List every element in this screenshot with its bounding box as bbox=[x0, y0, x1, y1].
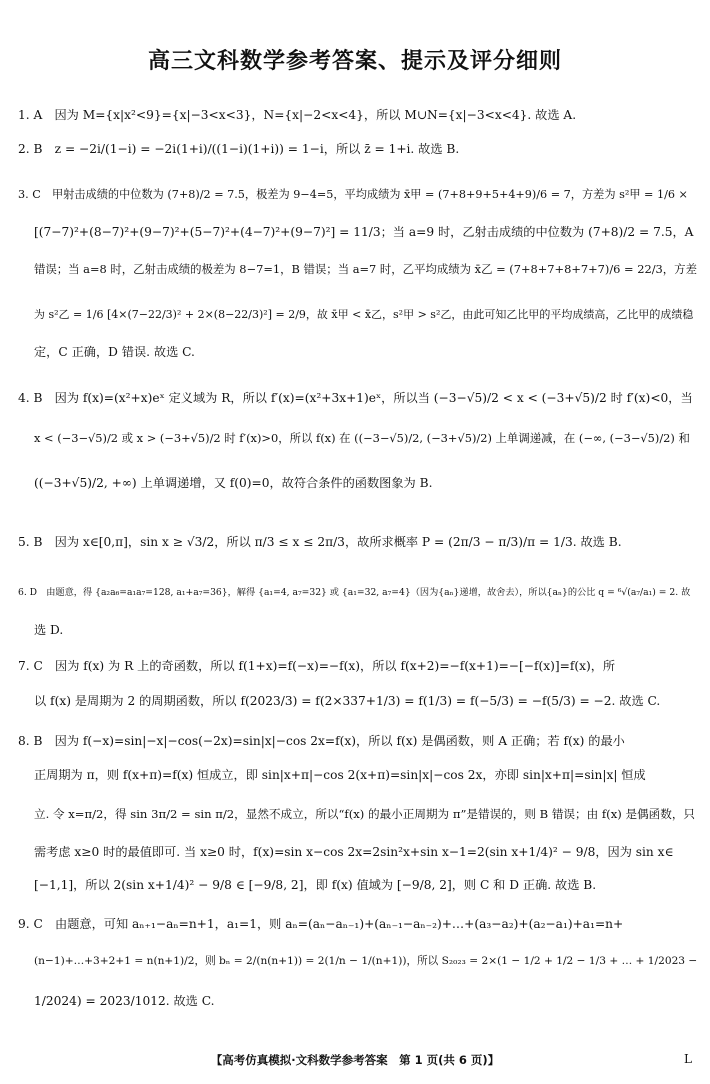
answer-line: x < (−3−√5)/2 或 x > (−3+√5)/2 时 f′(x)>0，所以 f(x) 在 ((−3−√5)/2, (−3+√5)/2) 上单调递减，在 (−∞, (−3−√5)/2) 和 bbox=[34, 431, 690, 445]
answer-line: 错误；当 a=8 时，乙射击成绩的极差为 8−7=1，B 错误；当 a=7 时，乙平均成绩为 x̄乙 = (7+8+7+8+7+7)/6 = 22/3，方差 bbox=[34, 262, 697, 276]
answer-line: 以 f(x) 是周期为 2 的周期函数，所以 f(2023/3) = f(2×337+1/3) = f(1/3) = f(−5/3) = −f(5/3) = −2. 故选 C. bbox=[34, 694, 661, 708]
answer-line: 4. B 因为 f(x)=(x²+x)eˣ 定义域为 R，所以 f′(x)=(x²+3x+1)eˣ，所以当 (−3−√5)/2 < x < (−3+√5)/2 时 f′(x)<0，当 bbox=[18, 391, 693, 405]
answer-line: 选 D. bbox=[34, 623, 64, 637]
answer-line: 3. C 甲射击成绩的中位数为 (7+8)/2 = 7.5，极差为 9−4=5，平均成绩为 x̄甲 = (7+8+9+5+4+9)/6 = 7，方差为 s²甲 = 1/6 × bbox=[18, 188, 688, 201]
answer-line: 8. B 因为 f(−x)=sin|−x|−cos(−2x)=sin|x|−cos 2x=f(x)，所以 f(x) 是偶函数，则 A 正确；若 f(x) 的最小 bbox=[18, 734, 625, 748]
answer-line: [−1,1]，所以 2(sin x+1/4)² − 9/8 ∈ [−9/8, 2]，即 f(x) 值域为 [−9/8, 2]，则 C 和 D 正确. 故选 B. bbox=[34, 878, 597, 892]
answer-line: ((−3+√5)/2, +∞) 上单调递增，又 f(0)=0，故符合条件的函数图象为 B. bbox=[34, 476, 433, 490]
answer-line: 定，C 正确，D 错误. 故选 C. bbox=[34, 345, 195, 359]
answer-line: 1/2024) = 2023/1012. 故选 C. bbox=[34, 994, 215, 1008]
answer-line: 正周期为 π，则 f(x+π)=f(x) 恒成立，即 sin|x+π|−cos 2(x+π)=sin|x|−cos 2x，亦即 sin|x+π|=sin|x| 恒成 bbox=[34, 768, 646, 782]
answer-line: 2. B z = −2i/(1−i) = −2i(1+i)/((1−i)(1+i)) = 1−i，所以 z̄ = 1+i. 故选 B. bbox=[18, 142, 460, 156]
answer-line: 为 s²乙 = 1/6 [4×(7−22/3)² + 2×(8−22/3)²] = 2/9，故 x̄甲 < x̄乙，s²甲 > s²乙，由此可知乙比甲的平均成绩高，乙比甲的成绩稳 bbox=[34, 308, 694, 321]
answer-line: 5. B 因为 x∈[0,π]，sin x ≥ √3/2，所以 π/3 ≤ x ≤ 2π/3，故所求概率 P = (2π/3 − π/3)/π = 1/3. 故选 B. bbox=[18, 535, 622, 549]
page-footer: 【高考仿真模拟·文科数学参考答案 第 1 页(共 6 页)】 bbox=[210, 1053, 500, 1067]
answer-line: 需考虑 x≥0 时的最值即可. 当 x≥0 时，f(x)=sin x−cos 2x=2sin²x+sin x−1=2(sin x+1/4)² − 9/8，因为 sin x∈ bbox=[34, 845, 674, 859]
page-title: 高三文科数学参考答案、提示及评分细则 bbox=[147, 49, 562, 74]
answer-line: (n−1)+…+3+2+1 = n(n+1)/2，则 bₙ = 2/(n(n+1)) = 2(1/n − 1/(n+1))，所以 S₂₀₂₃ = 2×(1 − 1/2 + 1/2 − 1/3 + … + 1/2023 − bbox=[34, 955, 698, 967]
answer-line: 7. C 因为 f(x) 为 R 上的奇函数，所以 f(1+x)=f(−x)=−f(x)，所以 f(x+2)=−f(x+1)=−[−f(x)]=f(x)，所 bbox=[18, 659, 616, 673]
footer-mark: L bbox=[684, 1052, 692, 1066]
answer-line: 9. C 由题意，可知 aₙ₊₁−aₙ=n+1，a₁=1，则 aₙ=(aₙ−aₙ₋₁)+(aₙ₋₁−aₙ₋₂)+…+(a₃−a₂)+(a₂−a₁)+a₁=n+ bbox=[18, 917, 624, 931]
answer-line: [(7−7)²+(8−7)²+(9−7)²+(5−7)²+(4−7)²+(9−7)²] = 11/3；当 a=9 时，乙射击成绩的中位数为 (7+8)/2 = 7.5，A bbox=[34, 225, 694, 239]
answer-line: 6. D 由题意，得 {a₂a₆=a₁a₇=128, a₁+a₇=36}，解得 {a₁=4, a₇=32} 或 {a₁=32, a₇=4}（因为{aₙ}递增，故舍去），所以{aₙ}的公比 q = ⁶√(a₇/a₁) = 2. 故 bbox=[18, 587, 691, 598]
answer-line: 立. 令 x=π/2，得 sin 3π/2 = sin π/2，显然不成立，所以“f(x) 的最小正周期为 π”是错误的，则 B 错误；由 f(x) 是偶函数，只 bbox=[34, 807, 696, 821]
answer-line: 1. A 因为 M={x|x²<9}={x|−3<x<3}，N={x|−2<x<4}，所以 M∪N={x|−3<x<4}. 故选 A. bbox=[18, 108, 577, 122]
